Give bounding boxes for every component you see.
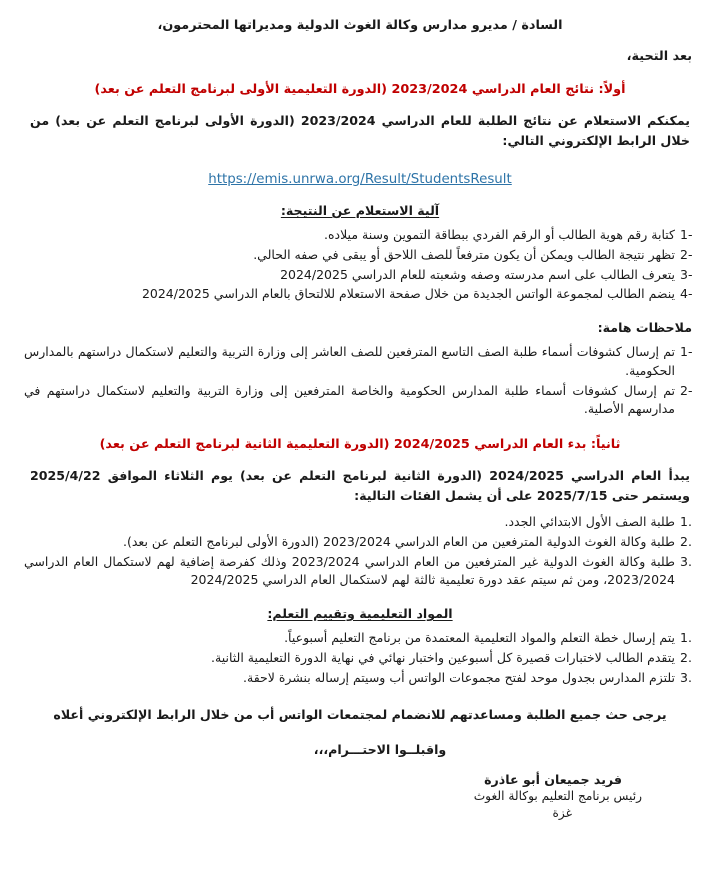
list-marker: 3. — [680, 553, 692, 569]
list-marker: 2- — [680, 246, 693, 262]
list-marker: 1- — [680, 227, 693, 243]
list-marker: 1. — [680, 630, 692, 646]
section-two-intro: يبدأ العام الدراسي 2024/2025 (الدورة الثانية لبرنامج التعلم عن بعد) يوم الثلاثاء الموافق 2025/4/22 ويستمر حتى 2025/7/15 على أن يشمل الفئات التالية: — [30, 468, 690, 503]
signature-block — [24, 771, 696, 821]
list-marker: 2. — [680, 533, 692, 549]
list-item — [24, 285, 696, 304]
list-marker: 1. — [680, 514, 692, 530]
list-item — [24, 343, 696, 381]
list-marker: 1- — [680, 344, 693, 360]
list-marker: 3. — [680, 669, 692, 685]
inquiry-method-heading — [24, 203, 696, 218]
list-item — [24, 553, 696, 591]
materials-heading-text: المواد التعليمية وتقييم التعلم: — [267, 606, 453, 622]
list-item — [24, 533, 696, 552]
closing-request: يرجى حث جميع الطلبة ومساعدتهم للانضمام لمجتمعات الواتس أب من خلال الرابط الإلكتروني أعلاه — [53, 707, 667, 723]
greeting-line: بعد التحية، — [626, 49, 692, 64]
results-link-wrapper — [24, 168, 696, 187]
materials-list — [24, 629, 696, 687]
categories-list — [24, 513, 696, 590]
list-marker: 4- — [680, 286, 693, 302]
list-item — [24, 649, 696, 668]
list-marker: 2. — [680, 649, 692, 665]
list-item — [24, 382, 696, 420]
list-item-text: يتقدم الطالب لاختبارات قصيرة كل أسبوعين واختبار نهائي في نهاية الدورة التعليمية الثانية. — [211, 649, 675, 665]
signer-city: غزة — [552, 805, 572, 820]
list-marker: 2- — [680, 382, 693, 398]
list-item — [24, 246, 696, 265]
closing-respect: واقبلــوا الاحتـــرام،،، — [313, 742, 447, 758]
inquiry-method-list — [24, 226, 696, 304]
list-item-text: تظهر نتيجة الطالب ويمكن أن يكون مترفعاً للصف اللاحق أو يبقى في صفه الحالي. — [253, 246, 675, 262]
list-item — [24, 629, 696, 648]
list-item — [24, 226, 696, 245]
list-item-text: تم إرسال كشوفات أسماء طلبة الصف التاسع المترفعين للصف العاشر إلى وزارة التربية والتعليم لاستكمال دراستهم بالمدارس الحكومية. — [24, 344, 675, 378]
list-item-text: ينضم الطالب لمجموعة الواتس الجديدة من خلال صفحة الاستعلام للالتحاق بالعام الدراسي 2024/2025 — [141, 286, 675, 302]
signer-title: رئيس برنامج التعليم بوكالة الغوث — [473, 789, 642, 804]
list-item-text: طلبة الصف الأول الابتدائي الجدد. — [504, 514, 675, 530]
important-notes-list — [24, 343, 696, 419]
section-one-heading: أولاً: نتائج العام الدراسي 2023/2024 (الدورة التعليمية الأولى لبرنامج التعلم عن بعد) — [94, 82, 626, 97]
list-item-text: يتم إرسال خطة التعلم والمواد التعليمية المعتمدة من برنامج التعليم أسبوعياً. — [284, 630, 675, 646]
important-notes-heading: ملاحظات هامة: — [597, 320, 692, 336]
signer-name: فريد جميعان أبو عاذرة — [484, 772, 622, 788]
list-item-text: طلبة وكالة الغوث الدولية غير المترفعين من العام الدراسي 2023/2024 وذلك كفرصة إضافية لهم لاستكمال العام الدراسي 2023/2024، ومن ثم سيتم عقد دورة تعليمية ثالثة لهم لاستكمال العام الدراسي 2024/2025 — [24, 553, 675, 588]
salutation-line: السادة / مديرو مدارس وكالة الغوث الدولية ومديراتها المحترمون، — [157, 18, 563, 33]
list-item-text: يتعرف الطالب على اسم مدرسته وصفه وشعبته للعام الدراسي 2024/2025 — [280, 266, 675, 282]
list-item — [24, 266, 696, 285]
list-marker: 3- — [680, 266, 693, 282]
section-two-heading: ثانياً: بدء العام الدراسي 2024/2025 (الدورة التعليمية الثانية لبرنامج التعلم عن بعد) — [99, 437, 621, 453]
list-item-text: طلبة وكالة الغوث الدولية المترفعين من العام الدراسي 2023/2024 (الدورة الأولى لبرنامج التعلم عن بعد). — [123, 533, 675, 549]
inquiry-method-heading-text: آلية الاستعلام عن النتيجة: — [280, 203, 440, 219]
list-item-text: كتابة رقم هوية الطالب أو الرقم الفردي ببطاقة التموين وسنة ميلاده. — [324, 227, 675, 243]
list-item — [24, 513, 696, 532]
list-item-text: تم إرسال كشوفات أسماء طلبة المدارس الحكومية والخاصة المترفعين إلى وزارة التربية والتعليم لاستكمال دراستهم في مدارسهم الأصلية. — [24, 382, 675, 417]
section-one-intro: يمكنكم الاستعلام عن نتائج الطلبة للعام الدراسي 2023/2024 (الدورة الأولى لبرنامج التعلم عن بعد) من خلال الرابط الإلكتروني التالي: — [30, 113, 690, 148]
materials-heading — [24, 606, 696, 621]
list-item-text: تلتزم المدارس بجدول موحد لفتح مجموعات الواتس أب وسيتم إرساله بنشرة لاحقة. — [243, 669, 675, 685]
results-link[interactable]: https://emis.unrwa.org/Result/StudentsResult — [208, 172, 512, 188]
list-item — [24, 669, 696, 688]
